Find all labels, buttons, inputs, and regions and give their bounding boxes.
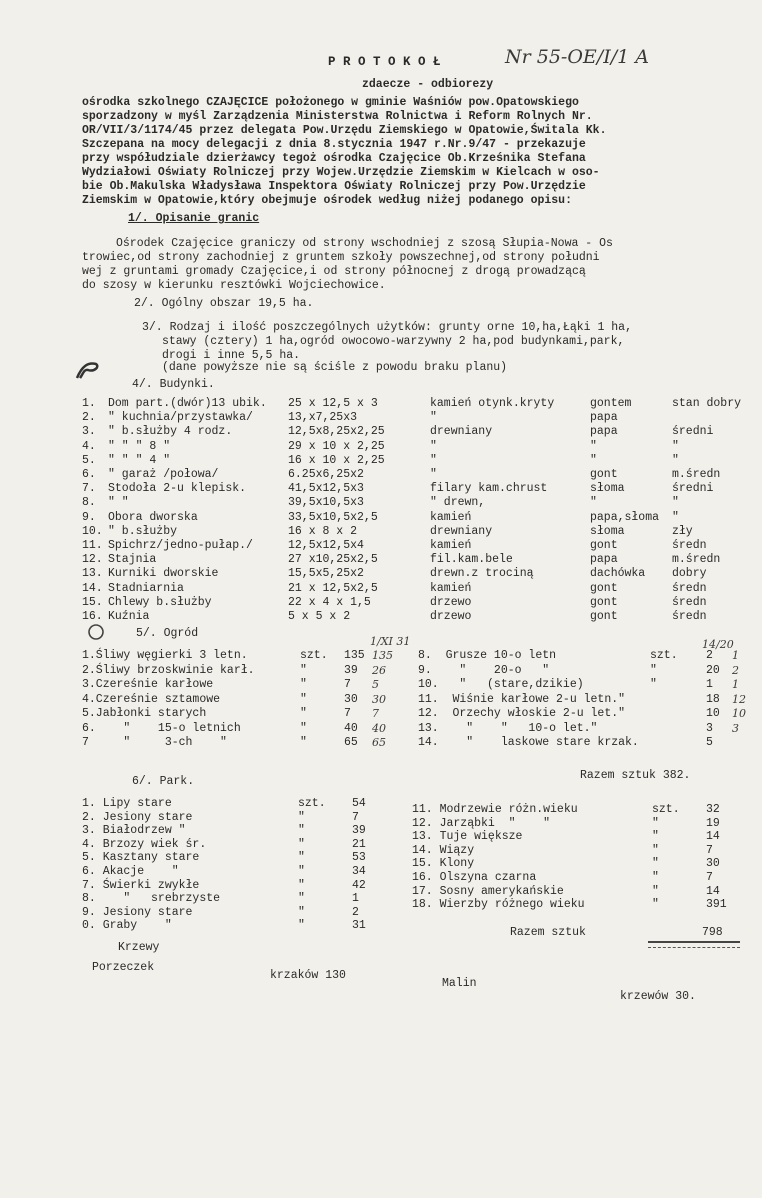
park-item-name: 5. Kasztany stare — [82, 851, 200, 864]
header-line-6: Wydziałowi Oświaty Rolniczej przy Wojew.Urzędzie Ziemskim w Kielcach w oso- — [82, 166, 600, 179]
park-item-qty: 7 — [706, 844, 713, 857]
garden-item-qty: 65 — [344, 736, 358, 749]
section-1-heading: 1/. Opisanie granic — [128, 212, 260, 225]
ink-mark-icon — [74, 358, 102, 382]
park-item-qty: 32 — [706, 803, 720, 816]
building-walls: " — [430, 440, 437, 453]
garden-item-qty: 18 — [706, 693, 720, 706]
park-item-qty: 7 — [706, 871, 713, 884]
garden-item-unit: " — [300, 707, 307, 720]
handwritten-note-right: 14/20 — [702, 638, 734, 651]
building-number: 2. — [82, 411, 96, 424]
header-line-1: ośrodka szkolnego CZAJĘCICE położonego w gminie Waśniów pow.Opatowskiego — [82, 96, 579, 109]
building-roof: gont — [590, 596, 618, 609]
garden-item-handwritten: 40 — [372, 722, 386, 735]
building-walls: fil.kam.bele — [430, 553, 513, 566]
garden-item-name: 4.Czereśnie sztamowe — [82, 693, 221, 706]
park-total-value: 798 — [702, 926, 723, 939]
building-state: m.średn — [672, 468, 721, 481]
section-3-line-3: drogi i inne 5,5 ha. — [162, 349, 301, 362]
building-number: 15. — [82, 596, 103, 609]
section-1-line-3: wej z gruntami gromady Czajęcice,i od strony północnej z drogą prowadzącą — [82, 265, 586, 278]
building-name: " garaż /połowa/ — [108, 468, 219, 481]
building-state: zły — [672, 525, 693, 538]
building-roof: gontem — [590, 397, 632, 410]
building-roof: słoma — [590, 525, 625, 538]
garden-item-handwritten: 2 — [732, 664, 739, 677]
garden-item-name: 14. " laskowe stare krzak. — [418, 736, 639, 749]
park-item-unit: " — [652, 817, 659, 830]
building-number: 14. — [82, 582, 103, 595]
building-roof: " — [590, 454, 597, 467]
park-item-unit: " — [298, 811, 305, 824]
building-state: " — [672, 496, 679, 509]
garden-item-qty: 20 — [706, 664, 720, 677]
building-state: średn — [672, 596, 707, 609]
garden-item-handwritten: 30 — [372, 693, 386, 706]
garden-item-qty: 3 — [706, 722, 713, 735]
building-state: średni — [672, 425, 714, 438]
building-dimensions: 21 x 12,5x2,5 — [288, 582, 378, 595]
building-walls: filary kam.chrust — [430, 482, 548, 495]
park-total-label: Razem sztuk — [510, 926, 586, 939]
building-walls: drewn.z trociną — [430, 567, 534, 580]
building-number: 12. — [82, 553, 103, 566]
garden-item-name: 1.Śliwy węgierki 3 letn. — [82, 649, 248, 662]
building-roof: papa,słoma — [590, 511, 660, 524]
building-walls: drzewo — [430, 610, 472, 623]
building-walls: kamień — [430, 582, 472, 595]
garden-item-qty: 1 — [706, 678, 713, 691]
park-total-underline — [648, 941, 740, 943]
garden-item-unit: " — [650, 664, 657, 677]
section-1-line-2: trowiec,od strony zachodniej z gruntem szkoły powszechnej,od strony południ — [82, 251, 600, 264]
garden-item-name: 7 " 3-ch " — [82, 736, 227, 749]
building-dimensions: 33,5x10,5x2,5 — [288, 511, 378, 524]
garden-item-unit: " — [300, 736, 307, 749]
garden-item-name: 2.Śliwy brzoskwinie karł. — [82, 664, 255, 677]
handwritten-reference: Nr 55-OE/I/1 A — [505, 46, 649, 68]
building-state: średn — [672, 582, 707, 595]
garden-item-unit: szt. — [300, 649, 328, 662]
document-subtitle: zdaecze - odbiorezy — [362, 78, 494, 91]
handwritten-note-left: 1/XI 31 — [370, 635, 411, 648]
park-item-qty: 53 — [352, 851, 366, 864]
building-roof: " — [590, 496, 597, 509]
section-2-text: 2/. Ogólny obszar 19,5 ha. — [134, 297, 314, 310]
building-name: " " " 8 " — [108, 440, 171, 453]
garden-item-handwritten: 1 — [732, 649, 739, 662]
park-item-unit: szt. — [298, 797, 326, 810]
garden-item-qty: 39 — [344, 664, 358, 677]
building-dimensions: 13,x7,25x3 — [288, 411, 358, 424]
park-item-unit: " — [652, 898, 659, 911]
building-name: Chlewy b.służby — [108, 596, 212, 609]
building-walls: kamień — [430, 539, 472, 552]
garden-item-handwritten: 12 — [732, 693, 746, 706]
section-1-line-4: do szosy w kierunku resztówki Wojciechowice. — [82, 279, 386, 292]
park-item-qty: 21 — [352, 838, 366, 851]
header-line-8: Ziemskim w Opatowie,który obejmuje ośrodek według niżej podanego opisu: — [82, 194, 572, 207]
building-name: Stodoła 2-u klepisk. — [108, 482, 247, 495]
park-item-unit: " — [298, 906, 305, 919]
building-state: " — [672, 511, 679, 524]
park-item-name: 14. Wiązy — [412, 844, 475, 857]
park-item-name: 15. Klony — [412, 857, 475, 870]
building-dimensions: 22 x 4 x 1,5 — [288, 596, 371, 609]
park-item-name: 6. Akacje " — [82, 865, 179, 878]
building-name: Kurniki dworskie — [108, 567, 219, 580]
park-item-qty: 7 — [352, 811, 359, 824]
garden-item-qty: 135 — [344, 649, 365, 662]
building-walls: " drewn, — [430, 496, 486, 509]
park-total-underline-2 — [648, 947, 740, 948]
park-item-name: 9. Jesiony stare — [82, 906, 193, 919]
section-4-heading: 4/. Budynki. — [132, 378, 215, 391]
park-item-name: 17. Sosny amerykańskie — [412, 885, 564, 898]
park-item-unit: " — [652, 830, 659, 843]
building-walls: kamień otynk.kryty — [430, 397, 555, 410]
building-dimensions: 16 x 8 x 2 — [288, 525, 358, 538]
building-dimensions: 6.25x6,25x2 — [288, 468, 364, 481]
garden-item-unit: " — [650, 678, 657, 691]
park-item-name: 1. Lipy stare — [82, 797, 172, 810]
park-item-name: 11. Modrzewie różn.wieku — [412, 803, 578, 816]
park-item-name: 4. Brzozy wiek śr. — [82, 838, 207, 851]
garden-item-name: 10. " (stare,dzikie) — [418, 678, 584, 691]
section-3-line-4: (dane powyższe nie są ściśle z powodu braku planu) — [162, 361, 508, 374]
section-6-heading: 6/. Park. — [132, 775, 195, 788]
garden-item-handwritten: 7 — [372, 707, 379, 720]
garden-item-qty: 5 — [706, 736, 713, 749]
park-item-unit: " — [298, 851, 305, 864]
section-1-line-1: Ośrodek Czajęcice graniczy od strony wschodniej z szosą Słupia-Nowa - Os — [116, 237, 613, 250]
garden-item-qty: 10 — [706, 707, 720, 720]
park-item-unit: " — [652, 885, 659, 898]
building-dimensions: 12,5x8,25x2,25 — [288, 425, 385, 438]
park-item-name: 0. Graby " — [82, 919, 172, 932]
building-walls: drewniany — [430, 525, 493, 538]
building-number: 8. — [82, 496, 96, 509]
building-dimensions: 27 x10,25x2,5 — [288, 553, 378, 566]
garden-item-name: 8. Grusze 10-o letn — [418, 649, 557, 662]
shrubs-porzeczek-count: krzaków 130 — [270, 969, 346, 982]
shrubs-krzewow: krzewów 30. — [620, 990, 696, 1003]
building-dimensions: 16 x 10 x 2,25 — [288, 454, 385, 467]
building-number: 6. — [82, 468, 96, 481]
garden-item-name: 5.Jabłonki starych — [82, 707, 207, 720]
building-roof: gont — [590, 582, 618, 595]
park-item-name: 12. Jarząbki " " — [412, 817, 551, 830]
building-name: Stajnia — [108, 553, 157, 566]
garden-item-handwritten: 65 — [372, 736, 386, 749]
building-roof: słoma — [590, 482, 625, 495]
building-dimensions: 5 x 5 x 2 — [288, 610, 351, 623]
park-item-unit: " — [298, 892, 305, 905]
park-item-unit: " — [298, 919, 305, 932]
garden-item-handwritten: 5 — [372, 678, 379, 691]
building-roof: dachówka — [590, 567, 646, 580]
shrubs-porzeczek: Porzeczek — [92, 961, 155, 974]
building-walls: drzewo — [430, 596, 472, 609]
garden-item-name: 9. " 20-o " — [418, 664, 550, 677]
building-name: Kuźnia — [108, 610, 150, 623]
garden-item-handwritten: 10 — [732, 707, 746, 720]
garden-total: Razem sztuk 382. — [580, 769, 691, 782]
building-dimensions: 15,5x5,25x2 — [288, 567, 364, 580]
section-5-heading: 5/. Ogród — [136, 627, 199, 640]
building-number: 16. — [82, 610, 103, 623]
building-state: " — [672, 440, 679, 453]
building-number: 3. — [82, 425, 96, 438]
building-dimensions: 25 x 12,5 x 3 — [288, 397, 378, 410]
building-name: " b.służby — [108, 525, 178, 538]
garden-item-name: 6. " 15-o letnich — [82, 722, 241, 735]
park-item-qty: 14 — [706, 830, 720, 843]
park-item-qty: 19 — [706, 817, 720, 830]
building-name: Spichrz/jedno-pułap./ — [108, 539, 253, 552]
building-state: stan dobry — [672, 397, 742, 410]
park-item-name: 3. Białodrzew " — [82, 824, 186, 837]
section-3-line-2: stawy (cztery) 1 ha,ogród owocowo-warzywny 2 ha,pod budynkami,park, — [162, 335, 625, 348]
park-item-qty: 54 — [352, 797, 366, 810]
garden-item-qty: 7 — [344, 707, 351, 720]
garden-item-name: 11. Wiśnie karłowe 2-u letn." — [418, 693, 626, 706]
park-item-qty: 14 — [706, 885, 720, 898]
building-dimensions: 12,5x12,5x4 — [288, 539, 364, 552]
building-roof: gont — [590, 468, 618, 481]
header-line-3: OR/VII/3/1174/45 przez delegata Pow.Urzędu Ziemskiego w Opatowie,Świtala Kk. — [82, 124, 607, 137]
building-dimensions: 41,5x12,5x3 — [288, 482, 364, 495]
building-name: " " — [108, 496, 129, 509]
document-title: P R O T O K O Ł — [328, 55, 441, 69]
building-walls: kamień — [430, 511, 472, 524]
building-walls: " — [430, 468, 437, 481]
header-line-4: Szczepana na mocy delegacji z dnia 8.stycznia 1947 r.Nr.9/47 - przekazuje — [82, 138, 586, 151]
garden-item-name: 3.Czereśnie karłowe — [82, 678, 214, 691]
header-line-2: sporzadzony w myśl Zarządzenia Ministerstwa Rolnictwa i Reform Rolnych Nr. — [82, 110, 593, 123]
building-walls: " — [430, 411, 437, 424]
garden-item-handwritten: 3 — [732, 722, 739, 735]
park-item-unit: " — [298, 879, 305, 892]
park-item-name: 7. Świerki zwykłe — [82, 879, 200, 892]
shrubs-malin: Malin — [442, 977, 477, 990]
building-number: 11. — [82, 539, 103, 552]
header-line-7: bie Ob.Makulska Władysława Inspektora Oświaty Rolniczej przy Pow.Urzędzie — [82, 180, 586, 193]
park-item-qty: 391 — [706, 898, 727, 911]
park-item-qty: 39 — [352, 824, 366, 837]
park-item-qty: 1 — [352, 892, 359, 905]
garden-item-handwritten: 135 — [372, 649, 393, 662]
building-walls: drewniany — [430, 425, 493, 438]
building-dimensions: 39,5x10,5x3 — [288, 496, 364, 509]
garden-item-qty: 30 — [344, 693, 358, 706]
park-item-unit: " — [298, 865, 305, 878]
building-number: 9. — [82, 511, 96, 524]
park-item-unit: " — [298, 838, 305, 851]
garden-item-unit: szt. — [650, 649, 678, 662]
garden-item-handwritten: 1 — [732, 678, 739, 691]
building-state: m.średn — [672, 553, 721, 566]
park-item-name: 2. Jesiony stare — [82, 811, 193, 824]
building-state: średn — [672, 539, 707, 552]
park-item-unit: " — [652, 857, 659, 870]
park-item-name: 16. Olszyna czarna — [412, 871, 537, 884]
park-item-qty: 31 — [352, 919, 366, 932]
building-dimensions: 29 x 10 x 2,25 — [288, 440, 385, 453]
building-name: " " " 4 " — [108, 454, 171, 467]
building-number: 4. — [82, 440, 96, 453]
garden-item-qty: 40 — [344, 722, 358, 735]
building-number: 1. — [82, 397, 96, 410]
building-name: " b.służby 4 rodz. — [108, 425, 233, 438]
building-number: 7. — [82, 482, 96, 495]
garden-item-qty: 7 — [344, 678, 351, 691]
park-item-name: 13. Tuje większe — [412, 830, 523, 843]
park-item-qty: 34 — [352, 865, 366, 878]
building-walls: " — [430, 454, 437, 467]
building-roof: papa — [590, 553, 618, 566]
building-roof: gont — [590, 539, 618, 552]
park-item-name: 8. " srebrzyste — [82, 892, 221, 905]
park-item-unit: szt. — [652, 803, 680, 816]
building-roof: papa — [590, 411, 618, 424]
garden-item-qty: 2 — [706, 649, 713, 662]
garden-item-handwritten: 26 — [372, 664, 386, 677]
building-name: " kuchnia/przystawka/ — [108, 411, 253, 424]
building-state: średni — [672, 482, 714, 495]
building-roof: papa — [590, 425, 618, 438]
building-roof: gont — [590, 610, 618, 623]
garden-item-name: 12. Orzechy włoskie 2-u let." — [418, 707, 626, 720]
header-line-5: przy współudziale dzierżawcy tegoż ośrodka Czajęcice Ob.Krześnika Stefana — [82, 152, 586, 165]
garden-item-name: 13. " " 10-o let." — [418, 722, 598, 735]
park-item-qty: 30 — [706, 857, 720, 870]
building-roof: " — [590, 440, 597, 453]
park-item-unit: " — [652, 844, 659, 857]
garden-item-unit: " — [300, 693, 307, 706]
park-item-qty: 42 — [352, 879, 366, 892]
shrubs-heading: Krzewy — [118, 941, 160, 954]
park-item-unit: " — [652, 871, 659, 884]
building-name: Dom part.(dwór)13 ubik. — [108, 397, 267, 410]
garden-item-unit: " — [300, 664, 307, 677]
park-item-unit: " — [298, 824, 305, 837]
building-state: średn — [672, 610, 707, 623]
building-name: Obora dworska — [108, 511, 198, 524]
building-number: 5. — [82, 454, 96, 467]
park-item-qty: 2 — [352, 906, 359, 919]
park-item-name: 18. Wierzby różnego wieku — [412, 898, 585, 911]
building-number: 13. — [82, 567, 103, 580]
garden-item-unit: " — [300, 722, 307, 735]
building-number: 10. — [82, 525, 103, 538]
circled-mark-icon — [86, 622, 106, 642]
building-state: dobry — [672, 567, 707, 580]
building-name: Stadniarnia — [108, 582, 184, 595]
section-3-line-1: 3/. Rodzaj i ilość poszczególnych użytków: grunty orne 10,ha,Łąki 1 ha, — [142, 321, 632, 334]
garden-item-unit: " — [300, 678, 307, 691]
building-state: " — [672, 454, 679, 467]
